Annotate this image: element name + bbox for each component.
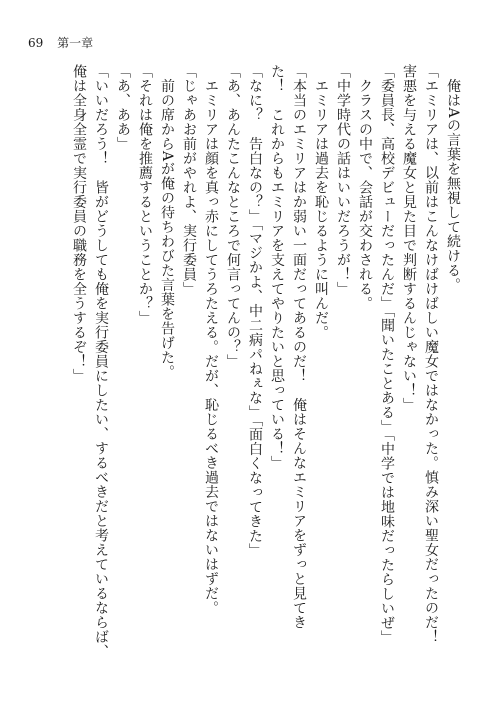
text-line-2: 「エミリアは、以前はこんなけばけばしい魔女ではなかった。慎み深い聖女だったのだ！ xyxy=(423,64,439,644)
text-line-14: 前の席からAが俺の待ちわびた言葉を告げた。 xyxy=(159,64,175,380)
text-line-3: 害悪を与える魔女と見た目で判断するんじゃない！」 xyxy=(401,64,417,412)
text-line-7: エミリアは過去を恥じるように叫んだ。 xyxy=(313,64,329,340)
page-number: 69 xyxy=(28,36,44,50)
text-line-8: 「本当のエミリアはか弱い一面だってあるのだ！ 俺はそんなエミリアをずっと見てき xyxy=(291,64,307,630)
text-line-11: 「あ、あんたこんなところで何言ってんの？」 xyxy=(225,64,241,369)
page-header xyxy=(28,36,93,50)
text-line-15: 「それは俺を推薦するということか？」 xyxy=(137,64,153,325)
text-line-13: 「じゃあお前がやれよ、実行委員」 xyxy=(181,64,197,296)
text-line-1: 俺はAの言葉を無視して続ける。 xyxy=(445,64,461,293)
text-line-16: 「あ、ああ」 xyxy=(115,64,131,151)
text-line-17: 「いいだろう！ 皆がどうしても俺を実行委員にしたい、するべきだと考えているならば、 xyxy=(93,64,109,659)
chapter-title: 第一章 xyxy=(57,36,94,50)
text-line-10: 「なに？ 告白なの？」「マジかよ、中二病パねぇな」「面白くなってきた」 xyxy=(247,64,263,558)
text-line-4: 「委員長、高校デビューだったんだ」「聞いたことある」「中学では地味だったらしいぜ」 xyxy=(379,64,395,645)
text-line-18: 俺は全身全霊で実行委員の職務を全うするぞ！」 xyxy=(71,64,87,383)
text-line-12: エミリアは顔を真っ赤にしてうろたえる。だが、恥じるべき過去ではないはずだ。 xyxy=(203,64,219,615)
text-line-9: た！ これからもエミリアを支えてやりたいと思っている！」 xyxy=(269,64,285,470)
text-line-6: 「中学時代の話はいいだろうが！」 xyxy=(335,64,351,296)
novel-body-text xyxy=(42,64,464,684)
text-line-5: クラスの中で、会話が交わされる。 xyxy=(357,64,373,311)
